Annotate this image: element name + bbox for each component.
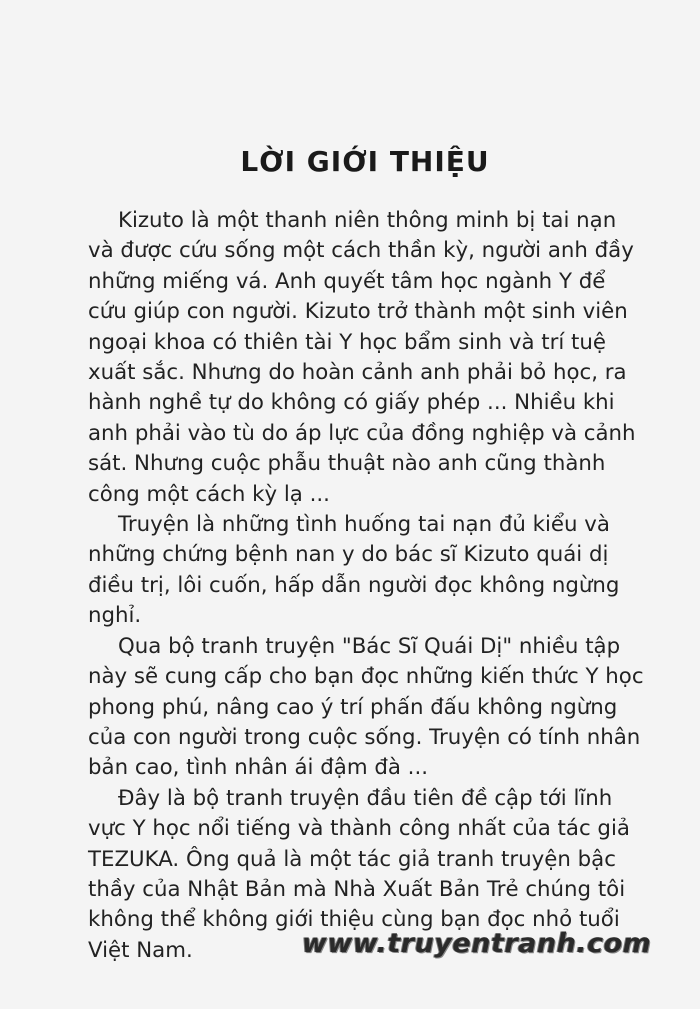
paragraph-3: Qua bộ tranh truyện "Bác Sĩ Quái Dị" nhiều tập này sẽ cung cấp cho bạn đọc những kiến thức Y học phong phú, nâng cao ý trí phấn đấu không ngừng của con người trong cuộc sống. Truyện có tính nhân bản cao, tình nhân ái đậm đà ...	[88, 633, 644, 781]
paragraph-4: Đây là bộ tranh truyện đầu tiên đề cập tới lĩnh vực Y học nổi tiếng và thành công nhất của tác giả TEZUKA. Ông quả là một tác giả tranh truyện bậc thầy của Nhật Bản mà Nhà Xuất Bản Trẻ chúng tôi không thể không giới thiệu cùng bạn đọc nhỏ tuổi Việt Nam.	[88, 785, 630, 963]
paragraph-1: Kizuto là một thanh niên thông minh bị tai nạn và được cứu sống một cách thần kỳ, người anh đầy những miếng vá. Anh quyết tâm học ngành Y để cứu giúp con người. Kizuto trở thành một sinh viên ngoại khoa có thiên tài Y học bẩm sinh và trí tuệ xuất sắc. Nhưng do hoàn cảnh anh phải bỏ học, ra hành nghề tự do không có giấy phép ... Nhiều khi anh phải vào tù do áp lực của đồng nghiệp và cảnh sát. Nhưng cuộc phẫu thuật nào anh cũng thành công một cách kỳ lạ ...	[88, 208, 636, 507]
page-title: LỜI GIỚI THIỆU	[240, 145, 490, 178]
paragraph-2: Truyện là những tình huống tai nạn đủ kiểu và những chứng bệnh nan y do bác sĩ Kizuto quái dị điều trị, lôi cuốn, hấp dẫn người đọc không ngừng nghỉ.	[88, 512, 620, 629]
introduction-text	[88, 206, 652, 966]
website-watermark: www.truyentranh.com	[302, 928, 652, 959]
